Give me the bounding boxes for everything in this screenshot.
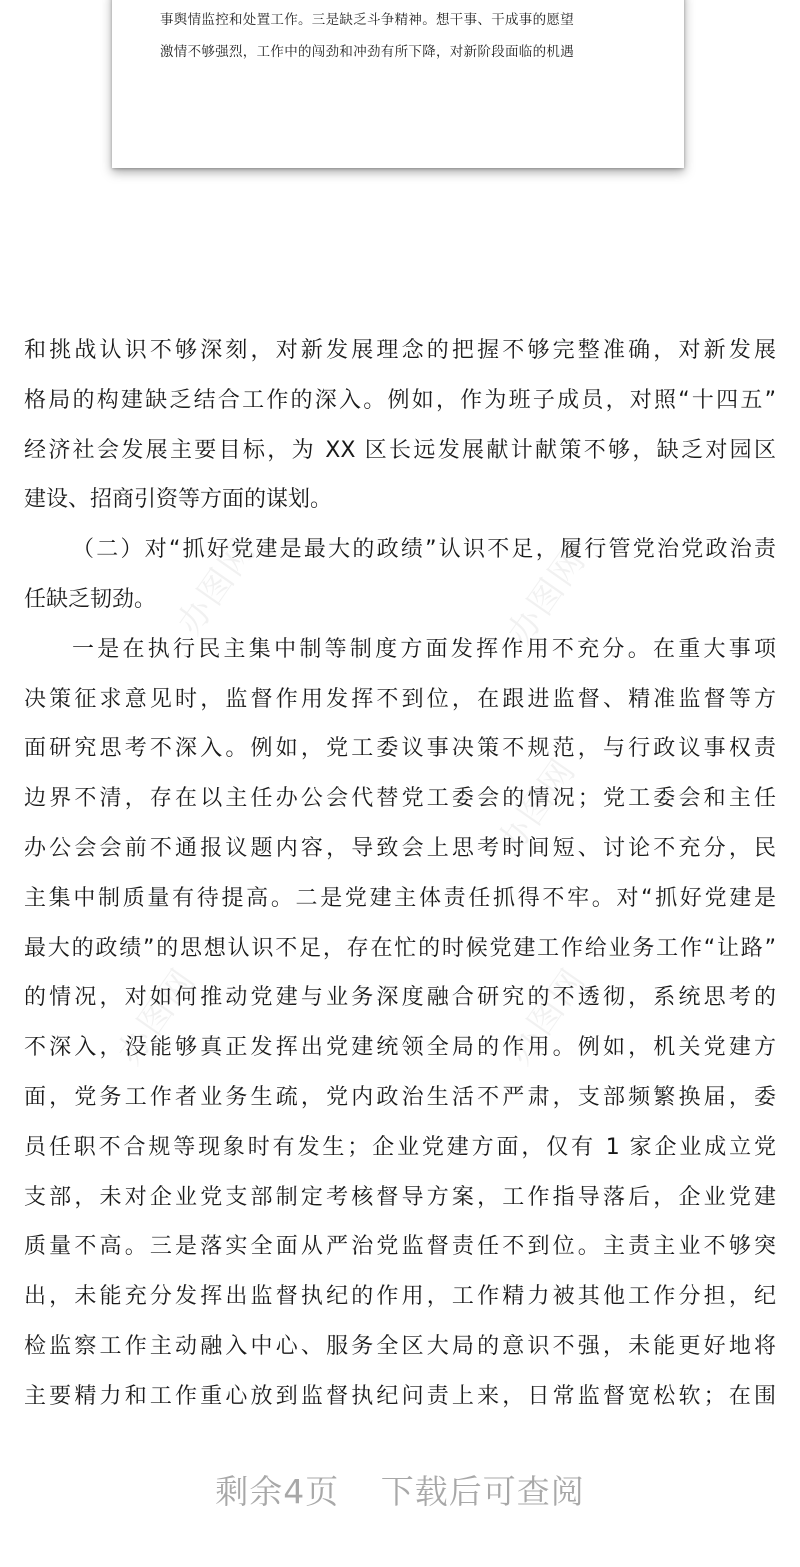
body-line: 不深入，没能够真正发挥出党建统领全局的作用。例如，机关党建方: [24, 1035, 776, 1061]
download-remaining-notice[interactable]: 剩余4页 下载后可查阅: [215, 1472, 585, 1511]
section-heading-line: 任缺乏韧劲。: [24, 586, 157, 612]
body-line: 主集中制质量有待提高。二是党建主体责任抓得不牢。对“抓好党建是: [24, 885, 776, 911]
body-line: 主要精力和工作重心放到监督执纪问责上来，日常监督宽松软；在围: [24, 1383, 776, 1409]
body-line: 和挑战认识不够深刻，对新发展理念的把握不够完整准确，对新发展: [24, 338, 776, 363]
body-line: 最大的政绩”的思想认识不足，存在忙的时候党建工作给业务工作“让路”: [24, 935, 776, 961]
document-preview-card: [112, 0, 684, 168]
body-line: 办公会会前不通报议题内容，导致会上思考时间短、讨论不充分，民: [24, 835, 776, 861]
body-line: 的情况，对如何推动党建与业务深度融合研究的不透彻，系统思考的: [24, 985, 776, 1011]
preview-line-1: 事舆情监控和处置工作。三是缺乏斗争精神。想干事、干成事的愿望: [160, 12, 574, 28]
body-line: 格局的构建缺乏结合工作的深入。例如，作为班子成员，对照“十四五”: [24, 387, 776, 413]
body-line: 建设、招商引资等方面的谋划。: [24, 487, 333, 513]
body-line: 员任职不合规等现象时有发生；企业党建方面，仅有 1 家企业成立党: [24, 1134, 776, 1160]
body-line: 检监察工作主动融入中心、服务全区大局的意识不强，未能更好地将: [24, 1333, 776, 1359]
body-line: 支部，未对企业党支部制定考核督导方案，工作指导落后，企业党建: [24, 1184, 776, 1210]
watermark: 办图网: [499, 540, 595, 653]
body-line: 出，未能充分发挥出监督执纪的作用，工作精力被其他工作分担，纪: [24, 1284, 776, 1310]
section-heading-line: （二）对“抓好党建是最大的政绩”认识不足，履行管党治党政治责: [72, 537, 776, 563]
body-line: 边界不清，存在以主任办公会代替党工委会的情况；党工委会和主任: [24, 786, 776, 812]
body-line: 面研究思考不深入。例如，党工委议事决策不规范，与行政议事权责: [24, 736, 776, 762]
body-line: 经济社会发展主要目标，为 XX 区长远发展献计献策不够，缺乏对园区: [24, 437, 776, 463]
watermark: 办图网: [499, 960, 595, 1073]
watermark: 办图网: [109, 960, 205, 1073]
body-line: 决策征求意见时，监督作用发挥不到位，在跟进监督、精准监督等方: [24, 686, 776, 712]
document-body: [24, 326, 776, 1422]
body-line: 面，党务工作者业务生疏，党内政治生活不严肃，支部频繁换届，委: [24, 1084, 776, 1110]
body-line: 一是在执行民主集中制等制度方面发挥作用不充分。在重大事项: [72, 636, 776, 662]
watermark: 办图网: [489, 750, 585, 863]
watermark: 办图网: [169, 530, 265, 643]
body-line: 质量不高。三是落实全面从严治党监督责任不到位。主责主业不够突: [24, 1234, 776, 1260]
preview-line-2: 激情不够强烈，工作中的闯劲和冲劲有所下降，对新阶段面临的机遇: [160, 44, 574, 60]
